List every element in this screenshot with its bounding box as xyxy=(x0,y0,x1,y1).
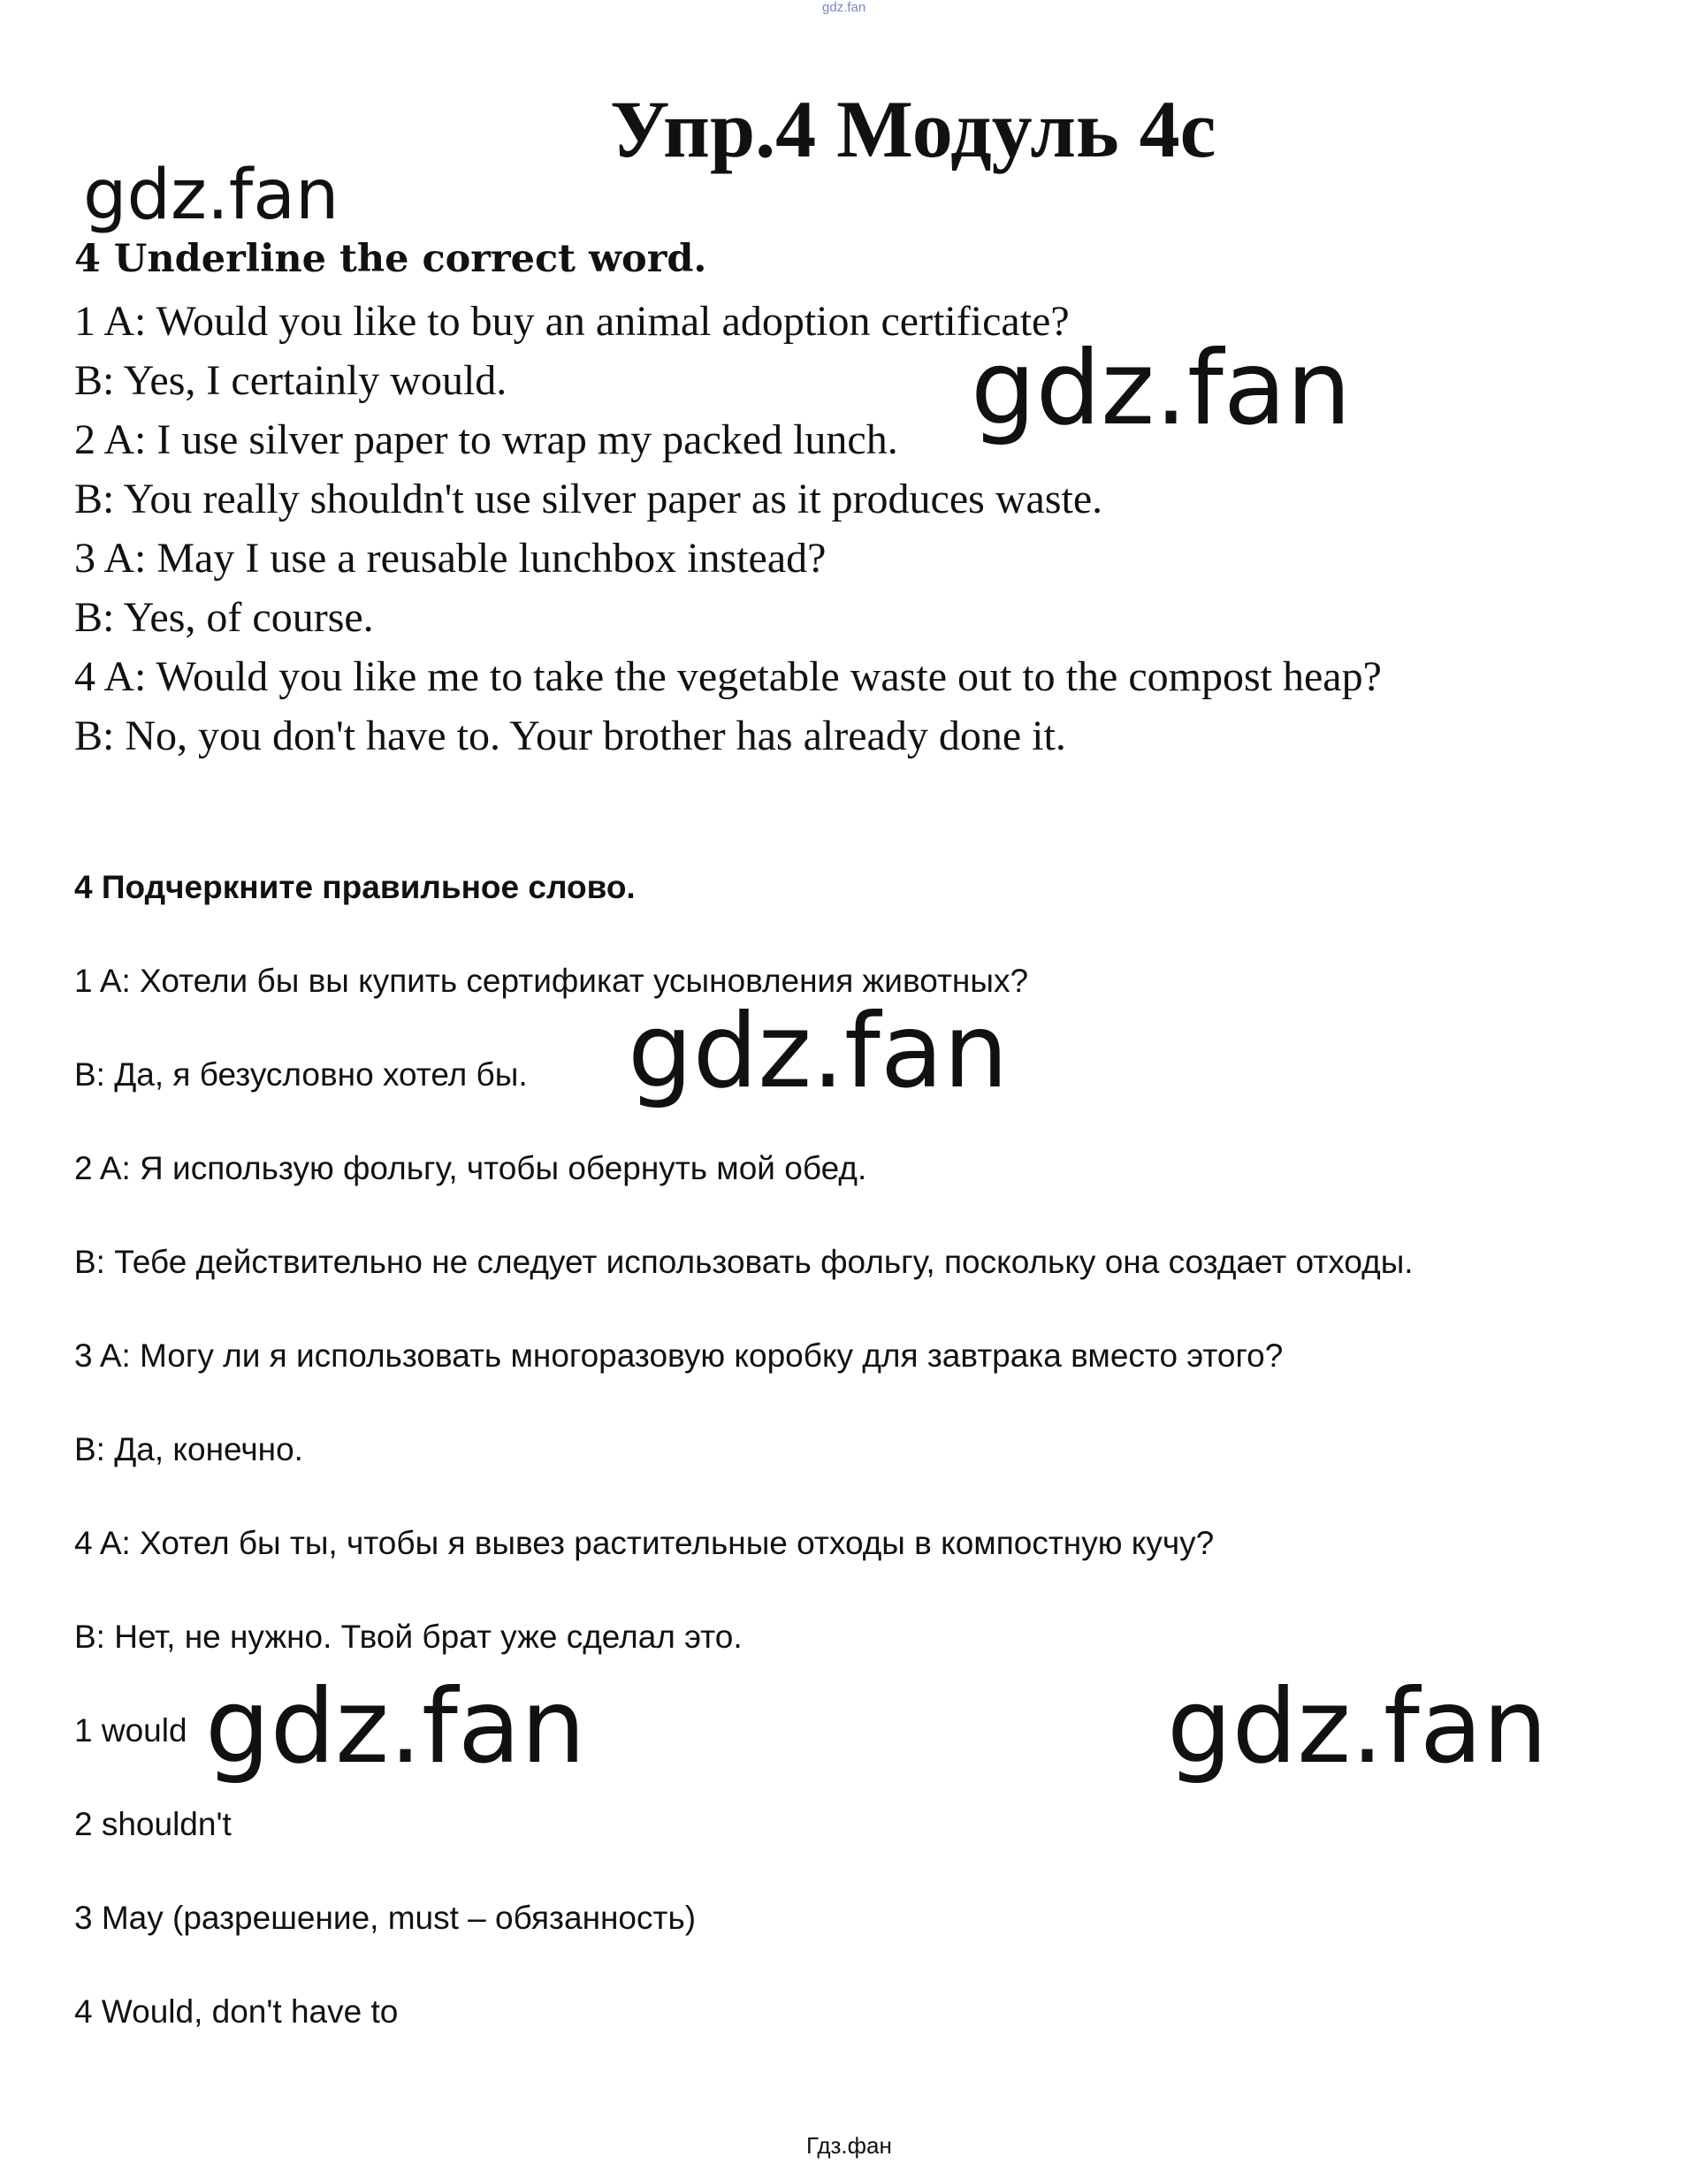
exercise-heading-russian: 4 Подчеркните правильное слово. xyxy=(74,869,636,905)
english-line: B: You really shouldn't use silver paper as it produces waste. xyxy=(74,476,1103,522)
answer-line: 3 May (разрешение, must – обязанность) xyxy=(74,1900,697,1936)
russian-line: B: Тебе действительно не следует использовать фольгу, поскольку она создает отходы. xyxy=(74,1244,1414,1280)
answer-line: 4 Would, don't have to xyxy=(74,1993,399,2030)
russian-line: 2 A: Я использую фольгу, чтобы обернуть мой обед. xyxy=(74,1150,867,1186)
russian-line: 3 A: Могу ли я использовать многоразовую коробку для завтрака вместо этого? xyxy=(74,1337,1284,1374)
watermark: gdz.fan xyxy=(205,1667,586,1787)
russian-line: B: Нет, не нужно. Твой брат уже сделал это. xyxy=(74,1619,743,1655)
watermark: gdz.fan xyxy=(1167,1667,1548,1787)
russian-line: 4 A: Хотел бы ты, чтобы я вывез растительные отходы в компостную кучу? xyxy=(74,1525,1215,1561)
watermark: gdz.fan xyxy=(971,329,1352,448)
watermark: gdz.fan xyxy=(83,156,339,235)
english-line: 4 A: Would you like me to take the vegetable waste out to the compost heap? xyxy=(74,653,1382,700)
english-line: B: No, you don't have to. Your brother has already done it. xyxy=(74,712,1066,759)
english-line: B: Yes, of course. xyxy=(74,594,374,641)
english-line: 2 A: I use silver paper to wrap my packed lunch. xyxy=(74,416,898,463)
english-line: B: Yes, I certainly would. xyxy=(74,357,507,404)
english-line: 1 A: Would you like to buy an animal adoption certificate? xyxy=(74,298,1070,345)
answer-line: 1 would xyxy=(74,1712,187,1749)
exercise-heading-english: 4 Underline the correct word. xyxy=(74,237,707,281)
page-title: Упр.4 Модуль 4с xyxy=(610,84,1216,174)
answer-line: 2 shouldn't xyxy=(74,1806,232,1842)
russian-line: 1 A: Хотели бы вы купить сертификат усыновления животных? xyxy=(74,963,1029,999)
russian-line: B: Да, конечно. xyxy=(74,1431,303,1467)
watermark: gdz.fan xyxy=(628,992,1009,1111)
russian-line: B: Да, я безусловно хотел бы. xyxy=(74,1056,528,1093)
top-watermark: gdz.fan xyxy=(822,0,866,15)
page-footer: Гдз.фан xyxy=(806,2132,892,2159)
english-line: 3 A: May I use a reusable lunchbox instead? xyxy=(74,535,827,582)
